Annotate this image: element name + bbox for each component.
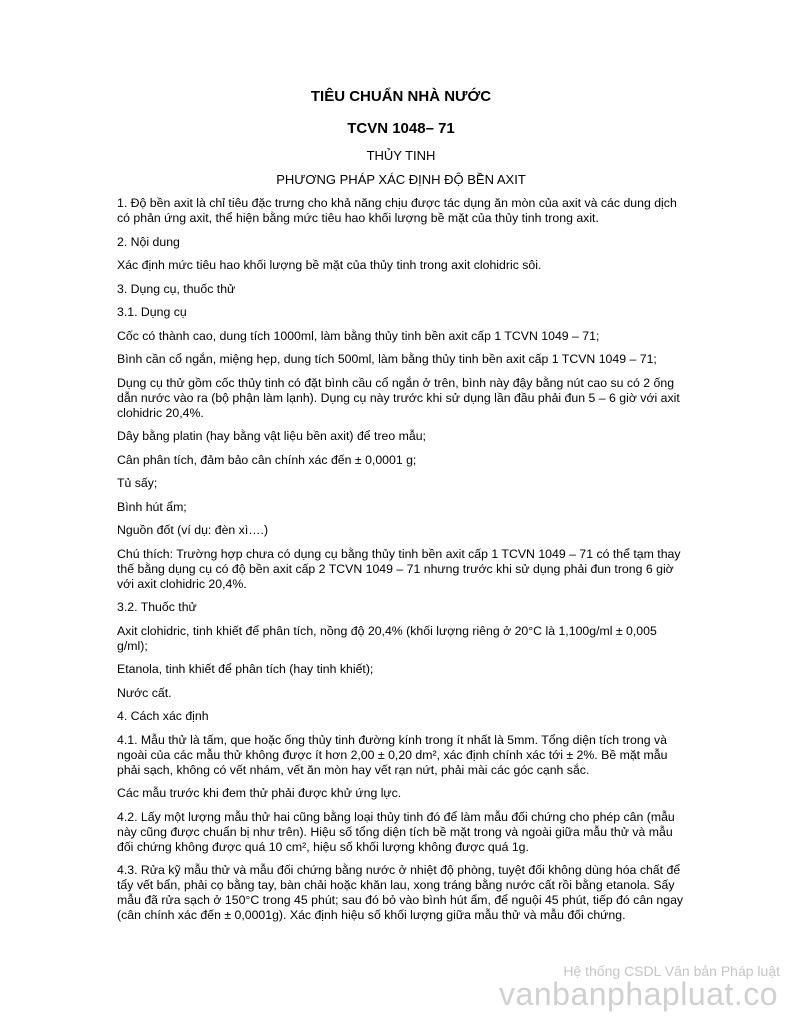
- reagent-item: Etanola, tinh khiết để phân tích (hay tinh khiết);: [117, 662, 374, 676]
- document-method-title: PHƯƠNG PHÁP XÁC ĐỊNH ĐỘ BỀN AXIT: [276, 172, 526, 187]
- procedure-paragraph: 4.3. Rửa kỹ mẫu thử và mẫu đối chứng bằng nước ở nhiệt độ phòng, tuyệt đối không dùng hóa chất để tẩy vết bẩn, phải cọ bằng tay, bàn chải hoặc khăn lau, xong tráng bằng nước cất rồi bằng etanola. Sấy mẫu đã rửa sạch ở 150°C trong 45 phút; sau đó bỏ vào bình hút ẩm, để nguội 45 phút, tiếp đó cân ngay (cân chính xác đến ± 0,0001g). Xác định hiệu số khối lượng giữa mẫu thử và mẫu đối chứng.: [117, 863, 684, 922]
- document-subject: THỦY TINH: [366, 148, 436, 163]
- procedure-paragraph: Các mẫu trước khi đem thử phải được khử ứng lực.: [117, 786, 402, 800]
- paragraph-2-content: Xác định mức tiêu hao khối lượng bề mặt của thủy tinh trong axit clohidric sôi.: [117, 258, 542, 272]
- reagent-item: Nước cất.: [117, 685, 172, 700]
- procedure-paragraph: 4.1. Mẫu thử là tấm, que hoặc ống thủy tinh đường kính trong ít nhất là 5mm. Tổng diện tích trong và ngoài của các mẫu thử không được ít hơn 2,00 ± 0,20 dm², xác định chính xác tới ± 2%. Bề mặt mẫu phải sạch, không có vết nhám, vết ăn mòn hay vết rạn nứt, phải mài các góc cạnh sắc.: [117, 732, 668, 777]
- section-heading-2: 2. Nội dung: [117, 234, 180, 249]
- note-paragraph: Chú thích: Trường hợp chưa có dụng cụ bằng thủy tinh bền axit cấp 1 TCVN 1049 – 71 có thể tạm thay thế bằng dụng cụ có độ bền axit cấp 2 TCVN 1049 – 71 nhưng trước khi sử dụng phải đun trong 6 giờ với axit clohidric 20,4%.: [117, 546, 681, 591]
- equipment-item: Bình cần cổ ngắn, miệng hẹp, dung tích 500ml, làm bằng thủy tinh bền axit cấp 1 TCVN 1049 – 71;: [117, 352, 657, 366]
- paragraph-1: 1. Độ bền axit là chỉ tiêu đặc trưng cho khả năng chịu được tác dụng ăn mòn của axit và các dung dịch có phản ứng axit, thể hiện bằng mức tiêu hao khối lượng bề mặt của thủy tinh trong axit.: [117, 196, 677, 225]
- section-heading-3-2: 3.2. Thuốc thử: [117, 600, 197, 614]
- equipment-item: Dụng cụ thử gồm cốc thủy tinh có đặt bình cầu cổ ngắn ở trên, bình này đậy bằng nút cao su có 2 ống dẫn nước vào ra (bộ phận làm lạnh). Dụng cụ này trước khi sử dụng lần đầu phải đun 5 – 6 giờ với axit clohidric 20,4%.: [117, 375, 680, 420]
- equipment-item: Nguồn đốt (ví dụ: đèn xì….): [117, 523, 269, 537]
- watermark-site: vanbanphapluat.co: [499, 976, 778, 1012]
- equipment-item: Tủ sấy;: [117, 476, 158, 490]
- equipment-item: Cốc có thành cao, dung tích 1000ml, làm bằng thủy tinh bền axit cấp 1 TCVN 1049 – 71;: [117, 328, 600, 343]
- section-heading-4: 4. Cách xác định: [117, 709, 209, 723]
- section-heading-3: 3. Dụng cụ, thuốc thử: [117, 281, 236, 296]
- equipment-item: Bình hút ẩm;: [117, 499, 187, 514]
- standard-code: TCVN 1048– 71: [347, 120, 455, 137]
- document-body: [117, 88, 685, 932]
- watermark-caption: Hệ thống CSDL Văn bản Pháp luật: [563, 963, 780, 979]
- procedure-paragraph: 4.2. Lấy một lượng mẫu thử hai cũng bằng loại thủy tinh đó để làm mẫu đối chứng cho phép cân (mẫu này cũng được chuẩn bị như trên). Hiệu số tổng diện tích bề mặt trong và ngoài giữa mẫu thử và mẫu đối chứng không được quá 10 cm², hiệu số khối lượng không được quá 1g.: [117, 809, 675, 854]
- section-heading-3-1: 3.1. Dụng cụ: [117, 305, 187, 319]
- equipment-item: Cân phân tích, đảm bảo cân chính xác đến ± 0,0001 g;: [117, 452, 417, 467]
- reagent-item: Axit clohidric, tinh khiết để phân tích, nồng độ 20,4% (khối lượng riêng ở 20°C là 1,100g/ml ± 0,005 g/ml);: [117, 623, 657, 653]
- equipment-item: Dây bằng platin (hay bằng vật liệu bền axit) để treo mẫu;: [117, 429, 426, 443]
- document-title: TIÊU CHUẨN NHÀ NƯỚC: [310, 88, 492, 105]
